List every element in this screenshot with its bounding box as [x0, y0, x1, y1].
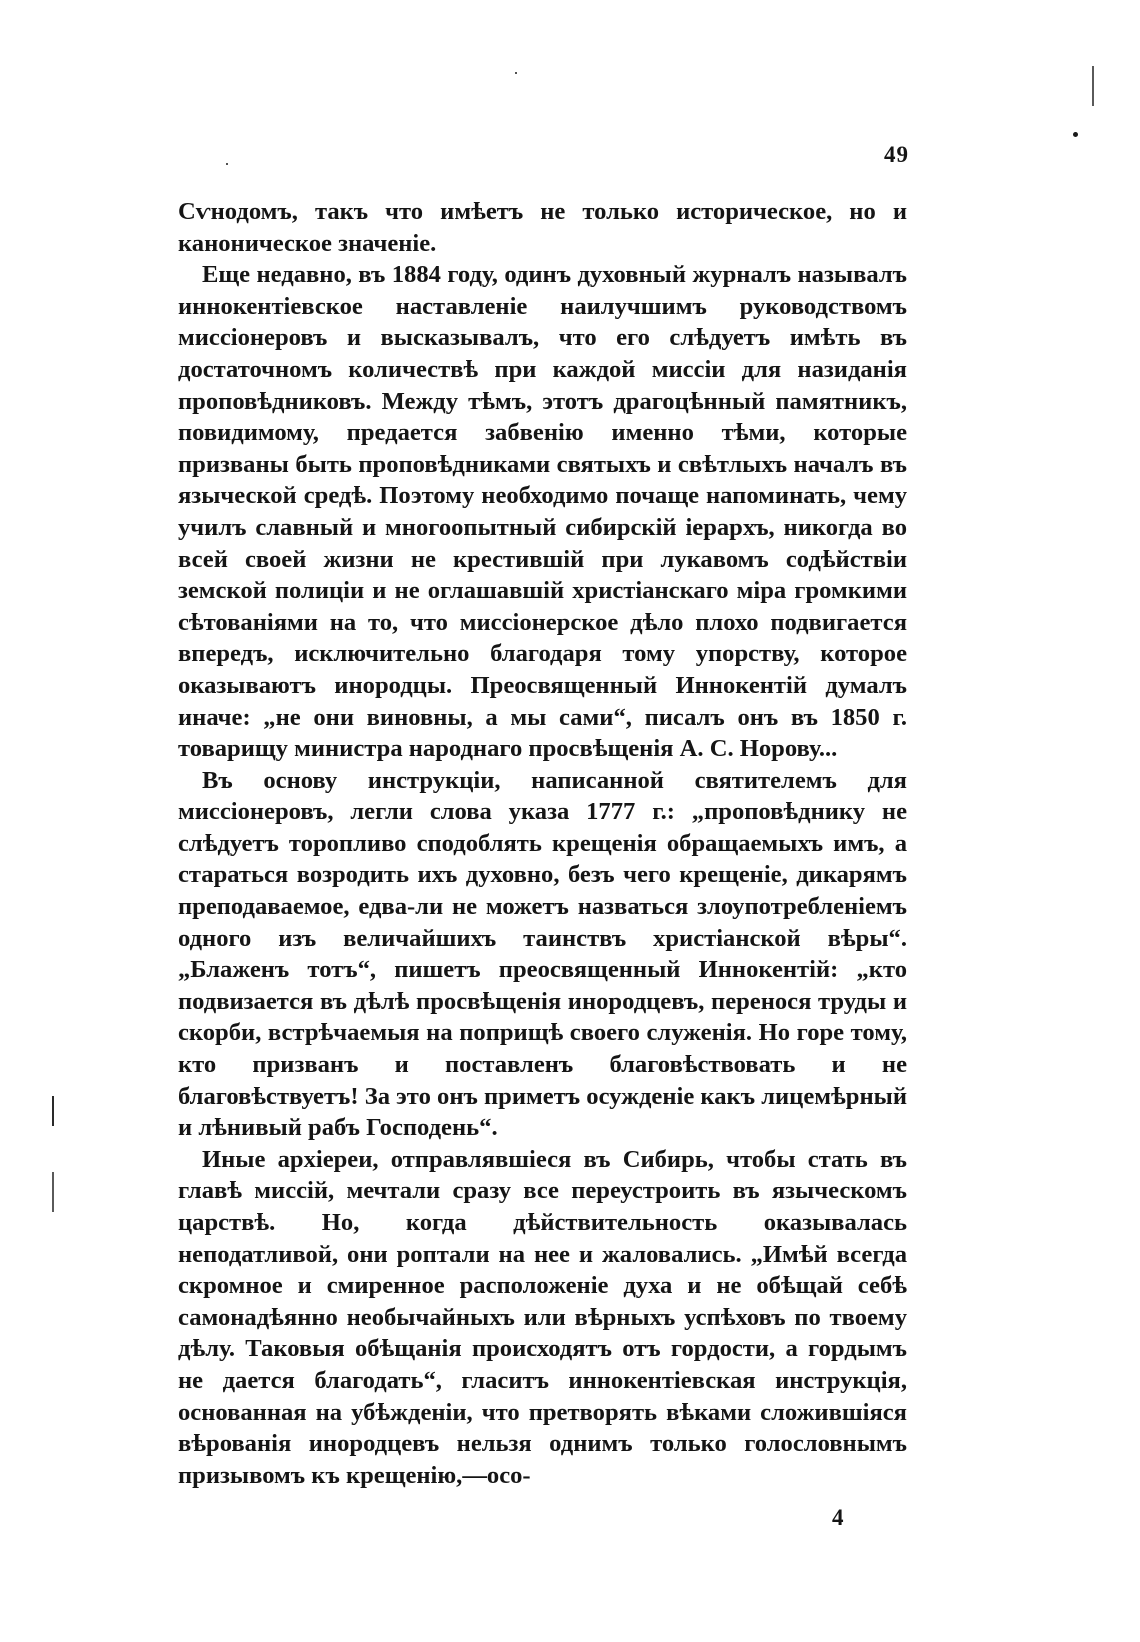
scan-speck [1073, 132, 1078, 137]
scan-edge-mark [52, 1172, 54, 1212]
scan-edge-mark [1092, 66, 1094, 106]
paragraph: Иные архіереи, отправлявшіеся въ Сибирь, чтобы стать въ главѣ миссій, мечтали сразу все переустроить въ языческомъ царствѣ. Но, когда дѣйствительность оказывалась неподатливой, они роптали на нее и жаловались. „Имѣй всегда скромное и смиренное расположеніе духа и не обѣщай себѣ самонадѣянно необычайныхъ или вѣрныхъ успѣховъ по твоему дѣлу. Таковыя обѣщанія происходятъ отъ гордости, а гордымъ не дается благодать“, гласитъ иннокентіевская инструкція, основанная на убѣжденіи, что претворять вѣками сложившіяся вѣрованія инородцевъ нельзя однимъ только голословнымъ призывомъ къ крещенію,—осо- [178, 1145, 907, 1489]
paragraph: Еще недавно, въ 1884 году, одинъ духовный журналъ называлъ иннокентіевское наставленіе наилучшимъ руководствомъ миссіонеровъ и высказывалъ, что его слѣдуетъ имѣть въ достаточномъ количествѣ при каждой миссіи для назиданія проповѣдниковъ. Между тѣмъ, этотъ драгоцѣнный памятникъ, повидимому, предается забвенію именно тѣми, которые призваны быть проповѣдниками святыхъ и свѣтлыхъ началъ въ языческой средѣ. Поэтому необходимо почаще напоминать, чему училъ славный и многоопытный сибирскій іерархъ, никогда во всей своей жизни не крестившій при лукавомъ содѣйствіи земской полиціи и не оглашавшій христіанскаго міра громкими сѣтованіями на то, что миссіонерское дѣло плохо подвигается впередъ, исключительно благодаря тому упорству, которое оказываютъ инородцы. Преосвященный Иннокентій думалъ иначе: „не они виновны, а мы сами“, писалъ онъ въ 1850 г. товарищу министра народнаго просвѣщенія А. С. Норову... [178, 261, 907, 763]
scan-speck [515, 72, 517, 74]
signature-mark: 4 [832, 1505, 844, 1530]
paragraph: Сѵнодомъ, такъ что имѣетъ не только историческое, но и каноническое значеніе. [178, 198, 907, 257]
scan-speck [226, 163, 228, 165]
scan-edge-mark [52, 1096, 54, 1126]
paragraph: Въ основу инструкціи, написанной святителемъ для миссіонеровъ, легли слова указа 1777 г.: „проповѣднику не слѣдуетъ торопливо сподоблять крещенія обращаемыхъ имъ, а стараться возродить ихъ духовно, безъ чего крещеніе, дикарямъ преподаваемое, едва-ли не можетъ назваться злоупотребленіемъ одного изъ величайшихъ таинствъ христіанской вѣры“. „Блаженъ тотъ“, пишетъ преосвященный Иннокентій: „кто подвизается въ дѣлѣ просвѣщенія инородцевъ, перенося труды и скорби, встрѣчаемыя на поприщѣ своего служенія. Но горе тому, кто призванъ и поставленъ благовѣствовать и не благовѣствуетъ! За это онъ приметъ осужденіе какъ лицемѣрный и лѣнивый рабъ Господень“. [178, 766, 907, 1142]
body-text [178, 196, 907, 1491]
page-number: 49 [884, 142, 909, 167]
